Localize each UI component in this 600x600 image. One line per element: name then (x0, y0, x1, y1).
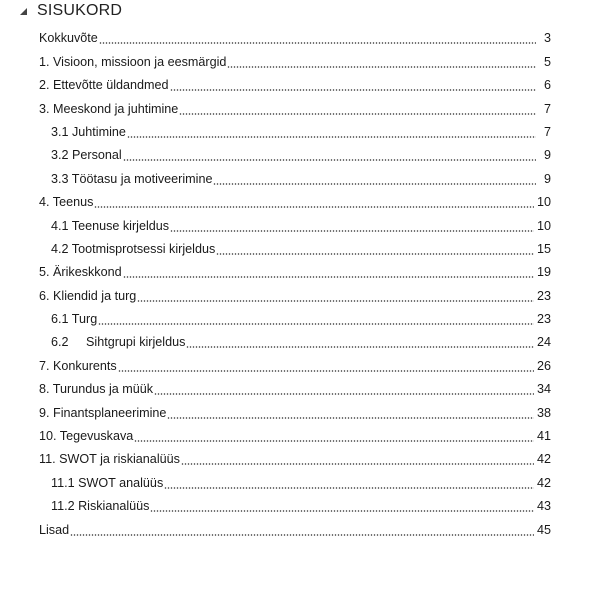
toc-entry[interactable] (39, 330, 551, 353)
toc-page-number: 34 (536, 382, 551, 397)
toc-page-number: 9 (543, 148, 551, 163)
dot-leader (227, 66, 536, 68)
toc-page-number: 42 (536, 452, 551, 467)
dot-leader (186, 346, 534, 348)
dot-leader (137, 300, 534, 302)
toc-entry[interactable] (39, 49, 551, 72)
dot-leader (150, 510, 534, 512)
toc-entry-label: 6.2 Sihtgrupi kirjeldus (51, 335, 186, 350)
toc-entry-label: 4.1 Teenuse kirjeldus (51, 218, 170, 233)
toc-entry-label: Kokkuvõte (39, 31, 98, 46)
dot-leader (167, 417, 534, 419)
toc-entry-label: 3.2 Personal (51, 148, 122, 163)
toc-entry[interactable] (39, 237, 551, 260)
dot-leader (123, 276, 534, 278)
toc-entry-label: 4. Teenus (39, 195, 94, 210)
toc-entry[interactable] (39, 26, 551, 49)
toc-entry[interactable] (39, 307, 551, 330)
toc-page-number: 41 (536, 429, 551, 444)
toc-entry[interactable] (39, 494, 551, 517)
toc-entry-label: 6.1 Turg (51, 312, 98, 327)
dot-leader (98, 323, 534, 325)
dot-leader (164, 487, 534, 489)
toc-entry[interactable] (39, 424, 551, 447)
toc-entry[interactable] (39, 400, 551, 423)
toc-title: SISUKORD (37, 2, 123, 19)
toc-page-number: 19 (536, 265, 551, 280)
toc-entry-label: 5. Ärikeskkond (39, 265, 122, 280)
toc-page-number: 26 (536, 358, 551, 373)
toc-entry-label: 1. Visioon, missioon ja eesmärgid (39, 54, 227, 69)
toc-page-number: 15 (536, 241, 551, 256)
toc-entry[interactable] (39, 447, 551, 470)
table-of-contents (39, 26, 551, 541)
toc-page-number: 23 (536, 288, 551, 303)
dot-leader (127, 136, 536, 138)
toc-page-number: 23 (536, 312, 551, 327)
toc-entry-label: Lisad (39, 522, 70, 537)
toc-entry-label: 3. Meeskond ja juhtimine (39, 101, 179, 116)
toc-entry[interactable] (39, 353, 551, 376)
dot-leader (70, 534, 534, 536)
toc-entry-label: 8. Turundus ja müük (39, 382, 154, 397)
toc-entry[interactable] (39, 213, 551, 236)
toc-header (16, 0, 122, 22)
dot-leader (123, 159, 536, 161)
toc-page-number: 3 (543, 31, 551, 46)
toc-entry-label: 10. Tegevuskava (39, 429, 134, 444)
toc-page-number: 38 (536, 405, 551, 420)
toc-entry[interactable] (39, 260, 551, 283)
toc-page-number: 7 (543, 101, 551, 116)
toc-entry-label: 7. Konkurents (39, 358, 117, 373)
toc-page-number: 5 (543, 54, 551, 69)
dot-leader (170, 230, 534, 232)
toc-entry-label: 6. Kliendid ja turg (39, 288, 137, 303)
toc-page-number: 10 (536, 195, 551, 210)
toc-page-number: 43 (536, 499, 551, 514)
toc-entry-label: 3.3 Töötasu ja motiveerimine (51, 171, 213, 186)
toc-page-number: 6 (543, 78, 551, 93)
toc-entry-label: 4.2 Tootmisprotsessi kirjeldus (51, 241, 216, 256)
dot-leader (99, 42, 536, 44)
toc-entry[interactable] (39, 190, 551, 213)
dot-leader (216, 253, 534, 255)
toc-page-number: 45 (536, 522, 551, 537)
toc-entry[interactable] (39, 120, 551, 143)
collapse-triangle-icon[interactable] (16, 4, 30, 18)
toc-entry-label: 3.1 Juhtimine (51, 124, 126, 139)
dot-leader (179, 113, 536, 115)
toc-page-number: 42 (536, 475, 551, 490)
dot-leader (134, 440, 534, 442)
toc-entry[interactable] (39, 73, 551, 96)
toc-entry-label: 9. Finantsplaneerimine (39, 405, 167, 420)
dot-leader (181, 463, 534, 465)
toc-entry-label: 11.2 Riskianalüüs (51, 499, 150, 514)
dot-leader (118, 370, 534, 372)
toc-entry[interactable] (39, 96, 551, 119)
toc-entry[interactable] (39, 166, 551, 189)
toc-entry[interactable] (39, 283, 551, 306)
toc-page-number: 9 (543, 171, 551, 186)
dot-leader (213, 183, 536, 185)
toc-entry-label: 2. Ettevõtte üldandmed (39, 78, 169, 93)
toc-entry[interactable] (39, 377, 551, 400)
dot-leader (154, 393, 534, 395)
toc-page-number: 10 (536, 218, 551, 233)
toc-entry-label: 11. SWOT ja riskianalüüs (39, 452, 180, 467)
dot-leader (94, 206, 534, 208)
toc-entry-label: 11.1 SWOT analüüs (51, 475, 164, 490)
toc-page-number: 24 (536, 335, 551, 350)
dot-leader (170, 89, 536, 91)
toc-entry[interactable] (39, 470, 551, 493)
toc-entry[interactable] (39, 143, 551, 166)
toc-page-number: 7 (543, 124, 551, 139)
toc-entry[interactable] (39, 517, 551, 540)
